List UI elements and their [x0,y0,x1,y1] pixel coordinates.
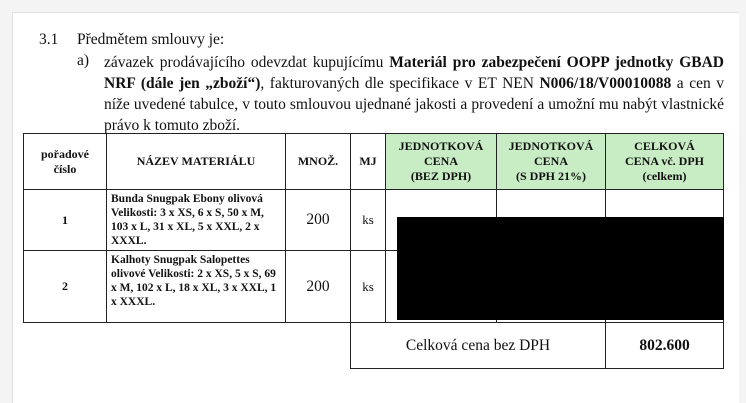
row-unit: ks [351,251,386,323]
row-number: 2 [24,251,107,323]
total-label: Celková cena bez DPH [351,323,606,369]
total-spacer [24,323,351,369]
header-text: (BEZ DPH) [410,169,472,183]
section-title: Předmětem smlouvy je: [77,31,225,48]
row-quantity: 200 [286,251,351,323]
redaction-block [397,217,724,320]
header-text: (celkem) [642,169,687,183]
header-text: JEDNOTKOVÁ [398,139,484,153]
header-quantity: MNOŽ. [286,134,351,190]
header-text: (S DPH 21%) [516,169,586,183]
para-bold-nen-id: N006/18/V00010088 [539,75,672,92]
section-number: 3.1 [39,31,59,48]
contract-paragraph [104,52,724,136]
header-text: CENA [533,154,568,168]
row-unit: ks [351,190,386,251]
header-text: číslo [53,161,77,176]
header-text: pořadové [41,146,89,161]
header-total-price [606,134,724,190]
header-text: JEDNOTKOVÁ [508,139,594,153]
header-text: CENA vč. DPH [625,154,704,168]
para-text-3: a cen v níže uvedené tabulce, v touto smlouvou ujednané jakosti a provedení a umožní mu nabýt vlastnické právo k tomuto zboží. [104,75,724,134]
header-material-name: NÁZEV MATERIÁLU [107,134,286,190]
row-quantity: 200 [286,190,351,251]
row-material-name: Kalhoty Snugpak Salopettes olivové Velikosti: 2 x XS, 5 x S, 69 x M, 102 x L, 18 x XL, 3 x XXL, 1 x XXXL. [107,251,286,323]
total-row [24,323,724,369]
item-letter: a) [77,52,90,69]
para-bold-material: Materiál pro zabezpečení OOPP jednotky GBAD NRF (dále jen „zboží“) [104,54,724,92]
para-text-1: závazek prodávajícího odevzdat kupujícímu [104,54,390,71]
header-unit-price [386,134,497,190]
row-material-name: Bunda Snugpak Ebony olivová Velikosti: 3 x XS, 6 x S, 50 x M, 103 x L, 31 x XL, 5 x XXL, 2 x XXXL. [107,190,286,251]
header-order-number [24,134,107,190]
para-text-2: , fakturovaných dle specifikace v ET NEN [260,75,540,92]
header-text: CELKOVÁ [634,139,695,153]
header-text: CENA [423,154,458,168]
header-unit-price-vat [497,134,606,190]
row-number: 1 [24,190,107,251]
header-unit: MJ [351,134,386,190]
total-value: 802.600 [606,323,724,369]
